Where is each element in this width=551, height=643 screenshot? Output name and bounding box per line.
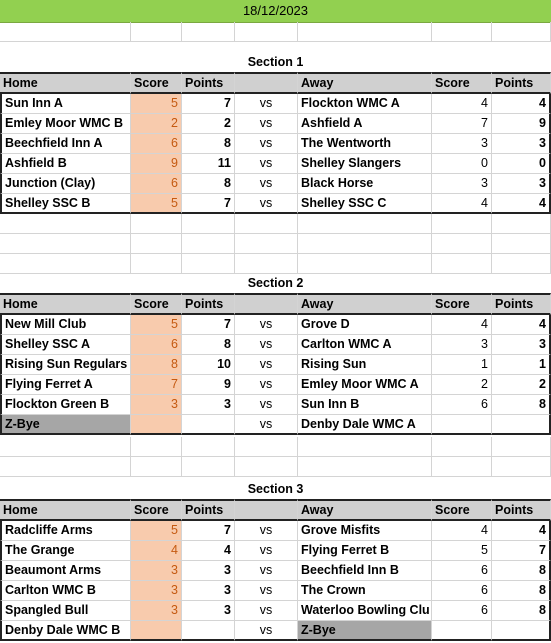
fixture-ap-cell: 4 (492, 315, 551, 335)
blank-cell (0, 214, 131, 234)
blank-cell (432, 22, 492, 42)
fixture-ap-cell (492, 621, 551, 641)
column-header-home: Home (0, 499, 131, 521)
fixture-as-cell (432, 415, 492, 435)
fixture-away-cell: Carlton WMC A (298, 335, 432, 355)
fixture-home-cell: Denby Dale WMC B (0, 621, 131, 641)
fixture-hp-cell: 8 (182, 174, 235, 194)
fixture-as-cell: 4 (432, 315, 492, 335)
column-header-vs (235, 72, 298, 94)
fixture-hs-cell: 4 (131, 541, 182, 561)
fixture-as-cell: 6 (432, 561, 492, 581)
column-header-points: Points (182, 293, 235, 315)
fixture-away-cell: Shelley SSC C (298, 194, 432, 214)
fixture-away-cell: Waterloo Bowling Clu (298, 601, 432, 621)
fixture-home-cell: Sun Inn A (0, 94, 131, 114)
fixture-hs-cell: 6 (131, 174, 182, 194)
fixture-row (0, 521, 551, 541)
fixture-away-cell: Flockton WMC A (298, 94, 432, 114)
fixture-as-cell: 3 (432, 174, 492, 194)
fixture-ap-cell: 8 (492, 395, 551, 415)
fixture-home-cell: Shelley SSC A (0, 335, 131, 355)
fixture-as-cell: 7 (432, 114, 492, 134)
fixture-ap-cell: 0 (492, 154, 551, 174)
column-header-away_points: Points (492, 499, 551, 521)
blank-cell (0, 22, 131, 42)
fixture-ap-cell: 3 (492, 174, 551, 194)
fixture-home-cell: Z-Bye (0, 415, 131, 435)
column-header-away_points: Points (492, 293, 551, 315)
fixture-away-cell: Black Horse (298, 174, 432, 194)
fixture-hp-cell: 3 (182, 561, 235, 581)
fixture-home-cell: Beaumont Arms (0, 561, 131, 581)
blank-cell (235, 254, 298, 274)
fixture-vs-cell: vs (235, 415, 298, 435)
blank-cell (492, 437, 551, 457)
fixture-home-cell: Carlton WMC B (0, 581, 131, 601)
blank-cell (432, 214, 492, 234)
fixture-hs-cell: 3 (131, 581, 182, 601)
blank-cell (182, 254, 235, 274)
blank-cell (432, 254, 492, 274)
fixture-ap-cell: 2 (492, 375, 551, 395)
fixture-ap-cell: 8 (492, 581, 551, 601)
column-header-away: Away (298, 72, 432, 94)
fixture-as-cell: 6 (432, 395, 492, 415)
fixture-as-cell: 6 (432, 601, 492, 621)
fixture-hs-cell: 3 (131, 395, 182, 415)
blank-cell (182, 214, 235, 234)
fixture-ap-cell: 7 (492, 541, 551, 561)
fixture-as-cell: 4 (432, 194, 492, 214)
blank-cell (298, 254, 432, 274)
blank-cell (492, 234, 551, 254)
fixture-hp-cell (182, 621, 235, 641)
fixture-ap-cell: 8 (492, 601, 551, 621)
fixture-as-cell: 1 (432, 355, 492, 375)
date-banner: 18/12/2023 (0, 0, 551, 23)
fixture-vs-cell: vs (235, 114, 298, 134)
fixture-hs-cell: 3 (131, 601, 182, 621)
blank-row (0, 254, 551, 274)
column-header-points: Points (182, 499, 235, 521)
fixture-as-cell: 2 (432, 375, 492, 395)
blank-cell (0, 234, 131, 254)
fixture-vs-cell: vs (235, 194, 298, 214)
column-header-away: Away (298, 499, 432, 521)
fixture-away-cell: Denby Dale WMC A (298, 415, 432, 435)
fixture-as-cell: 3 (432, 134, 492, 154)
blank-cell (492, 214, 551, 234)
fixture-vs-cell: vs (235, 601, 298, 621)
blank-cell (0, 254, 131, 274)
fixture-hp-cell: 3 (182, 395, 235, 415)
blank-cell (235, 22, 298, 42)
fixture-vs-cell: vs (235, 581, 298, 601)
fixture-home-cell: The Grange (0, 541, 131, 561)
fixture-hs-cell (131, 415, 182, 435)
fixture-hs-cell (131, 621, 182, 641)
fixture-row (0, 194, 551, 214)
blank-cell (235, 234, 298, 254)
blank-cell (492, 22, 551, 42)
fixture-ap-cell: 1 (492, 355, 551, 375)
fixture-away-cell: Grove Misfits (298, 521, 432, 541)
blank-cell (298, 457, 432, 477)
blank-cell (298, 234, 432, 254)
fixture-hp-cell: 7 (182, 194, 235, 214)
fixture-as-cell: 6 (432, 581, 492, 601)
fixture-home-cell: New Mill Club (0, 315, 131, 335)
column-header-home: Home (0, 293, 131, 315)
fixture-vs-cell: vs (235, 174, 298, 194)
blank-cell (0, 437, 131, 457)
fixture-as-cell (432, 621, 492, 641)
fixture-ap-cell: 3 (492, 335, 551, 355)
fixture-row (0, 355, 551, 375)
fixture-vs-cell: vs (235, 541, 298, 561)
blank-cell (182, 457, 235, 477)
blank-cell (131, 22, 182, 42)
fixture-ap-cell: 4 (492, 521, 551, 541)
fixture-away-cell: Sun Inn B (298, 395, 432, 415)
blank-cell (0, 457, 131, 477)
blank-cell (492, 457, 551, 477)
column-header-points: Points (182, 72, 235, 94)
fixture-row (0, 601, 551, 621)
fixture-vs-cell: vs (235, 375, 298, 395)
fixture-away-cell: Rising Sun (298, 355, 432, 375)
column-header-score: Score (131, 72, 182, 94)
fixture-ap-cell: 4 (492, 94, 551, 114)
fixture-hs-cell: 7 (131, 375, 182, 395)
section-title: Section 2 (247, 276, 304, 290)
blank-cell (298, 214, 432, 234)
blank-cell (131, 457, 182, 477)
fixture-home-cell: Junction (Clay) (0, 174, 131, 194)
blank-cell (182, 437, 235, 457)
column-header-away_score: Score (432, 499, 492, 521)
blank-cell (235, 214, 298, 234)
fixture-away-cell: The Crown (298, 581, 432, 601)
column-header-away: Away (298, 293, 432, 315)
fixture-home-cell: Spangled Bull (0, 601, 131, 621)
fixture-hp-cell: 9 (182, 375, 235, 395)
table-header-row (0, 293, 551, 313)
fixture-vs-cell: vs (235, 335, 298, 355)
blank-cell (298, 22, 432, 42)
fixture-ap-cell: 3 (492, 134, 551, 154)
blank-cell (298, 437, 432, 457)
blank-cell (131, 437, 182, 457)
fixture-row (0, 561, 551, 581)
fixture-row (0, 375, 551, 395)
fixture-row (0, 415, 551, 435)
fixture-row (0, 134, 551, 154)
blank-row (0, 457, 551, 477)
fixture-hs-cell: 3 (131, 561, 182, 581)
fixture-away-cell: Beechfield Inn B (298, 561, 432, 581)
fixture-home-cell: Ashfield B (0, 154, 131, 174)
fixture-ap-cell: 9 (492, 114, 551, 134)
column-header-score: Score (131, 499, 182, 521)
column-header-away_points: Points (492, 72, 551, 94)
fixture-vs-cell: vs (235, 561, 298, 581)
blank-row (0, 22, 551, 42)
blank-cell (131, 254, 182, 274)
fixture-home-cell: Rising Sun Regulars (0, 355, 131, 375)
fixture-as-cell: 4 (432, 521, 492, 541)
fixture-row (0, 335, 551, 355)
column-header-score: Score (131, 293, 182, 315)
fixture-ap-cell: 4 (492, 194, 551, 214)
fixture-home-cell: Flockton Green B (0, 395, 131, 415)
blank-cell (432, 234, 492, 254)
fixture-hp-cell: 7 (182, 521, 235, 541)
fixture-hs-cell: 5 (131, 194, 182, 214)
fixture-as-cell: 3 (432, 335, 492, 355)
column-header-away_score: Score (432, 293, 492, 315)
fixture-vs-cell: vs (235, 134, 298, 154)
blank-row (0, 214, 551, 234)
blank-cell (131, 214, 182, 234)
fixture-vs-cell: vs (235, 521, 298, 541)
fixture-away-cell: Z-Bye (298, 621, 432, 641)
fixture-hp-cell: 2 (182, 114, 235, 134)
fixture-row (0, 395, 551, 415)
fixture-away-cell: Emley Moor WMC A (298, 375, 432, 395)
blank-cell (235, 437, 298, 457)
section-title: Section 3 (247, 482, 304, 496)
table-header-row (0, 72, 551, 92)
blank-cell (182, 234, 235, 254)
fixture-home-cell: Emley Moor WMC B (0, 114, 131, 134)
fixture-hs-cell: 6 (131, 134, 182, 154)
fixture-home-cell: Flying Ferret A (0, 375, 131, 395)
blank-cell (131, 234, 182, 254)
fixture-vs-cell: vs (235, 395, 298, 415)
fixture-row (0, 94, 551, 114)
fixture-row (0, 581, 551, 601)
fixture-vs-cell: vs (235, 355, 298, 375)
fixture-hp-cell: 8 (182, 335, 235, 355)
fixture-away-cell: Ashfield A (298, 114, 432, 134)
fixture-row (0, 114, 551, 134)
fixture-hs-cell: 5 (131, 521, 182, 541)
column-header-vs (235, 293, 298, 315)
fixture-hp-cell: 7 (182, 94, 235, 114)
fixture-row (0, 315, 551, 335)
fixture-hs-cell: 5 (131, 94, 182, 114)
fixture-hp-cell: 4 (182, 541, 235, 561)
fixture-vs-cell: vs (235, 154, 298, 174)
fixture-as-cell: 4 (432, 94, 492, 114)
fixture-row (0, 174, 551, 194)
fixture-vs-cell: vs (235, 315, 298, 335)
fixture-hs-cell: 8 (131, 355, 182, 375)
column-header-vs (235, 499, 298, 521)
blank-cell (182, 22, 235, 42)
fixture-away-cell: Shelley Slangers (298, 154, 432, 174)
blank-cell (235, 457, 298, 477)
fixture-home-cell: Shelley SSC B (0, 194, 131, 214)
blank-cell (432, 437, 492, 457)
fixture-hp-cell: 8 (182, 134, 235, 154)
blank-cell (432, 457, 492, 477)
fixture-ap-cell: 8 (492, 561, 551, 581)
fixture-row (0, 541, 551, 561)
fixture-row (0, 154, 551, 174)
fixture-as-cell: 5 (432, 541, 492, 561)
fixture-row (0, 621, 551, 641)
fixture-ap-cell (492, 415, 551, 435)
column-header-home: Home (0, 72, 131, 94)
fixture-home-cell: Beechfield Inn A (0, 134, 131, 154)
fixture-hp-cell (182, 415, 235, 435)
fixture-vs-cell: vs (235, 621, 298, 641)
fixture-hp-cell: 10 (182, 355, 235, 375)
fixture-hs-cell: 2 (131, 114, 182, 134)
blank-row (0, 437, 551, 457)
fixture-away-cell: The Wentworth (298, 134, 432, 154)
blank-row (0, 234, 551, 254)
column-header-away_score: Score (432, 72, 492, 94)
fixture-hp-cell: 11 (182, 154, 235, 174)
fixture-hs-cell: 9 (131, 154, 182, 174)
fixture-hp-cell: 3 (182, 581, 235, 601)
section-title: Section 1 (247, 55, 304, 69)
fixture-as-cell: 0 (432, 154, 492, 174)
fixture-hs-cell: 6 (131, 335, 182, 355)
fixture-hs-cell: 5 (131, 315, 182, 335)
fixture-hp-cell: 3 (182, 601, 235, 621)
blank-cell (492, 254, 551, 274)
fixture-away-cell: Grove D (298, 315, 432, 335)
table-header-row (0, 499, 551, 519)
fixture-vs-cell: vs (235, 94, 298, 114)
fixture-home-cell: Radcliffe Arms (0, 521, 131, 541)
fixture-hp-cell: 7 (182, 315, 235, 335)
fixture-away-cell: Flying Ferret B (298, 541, 432, 561)
